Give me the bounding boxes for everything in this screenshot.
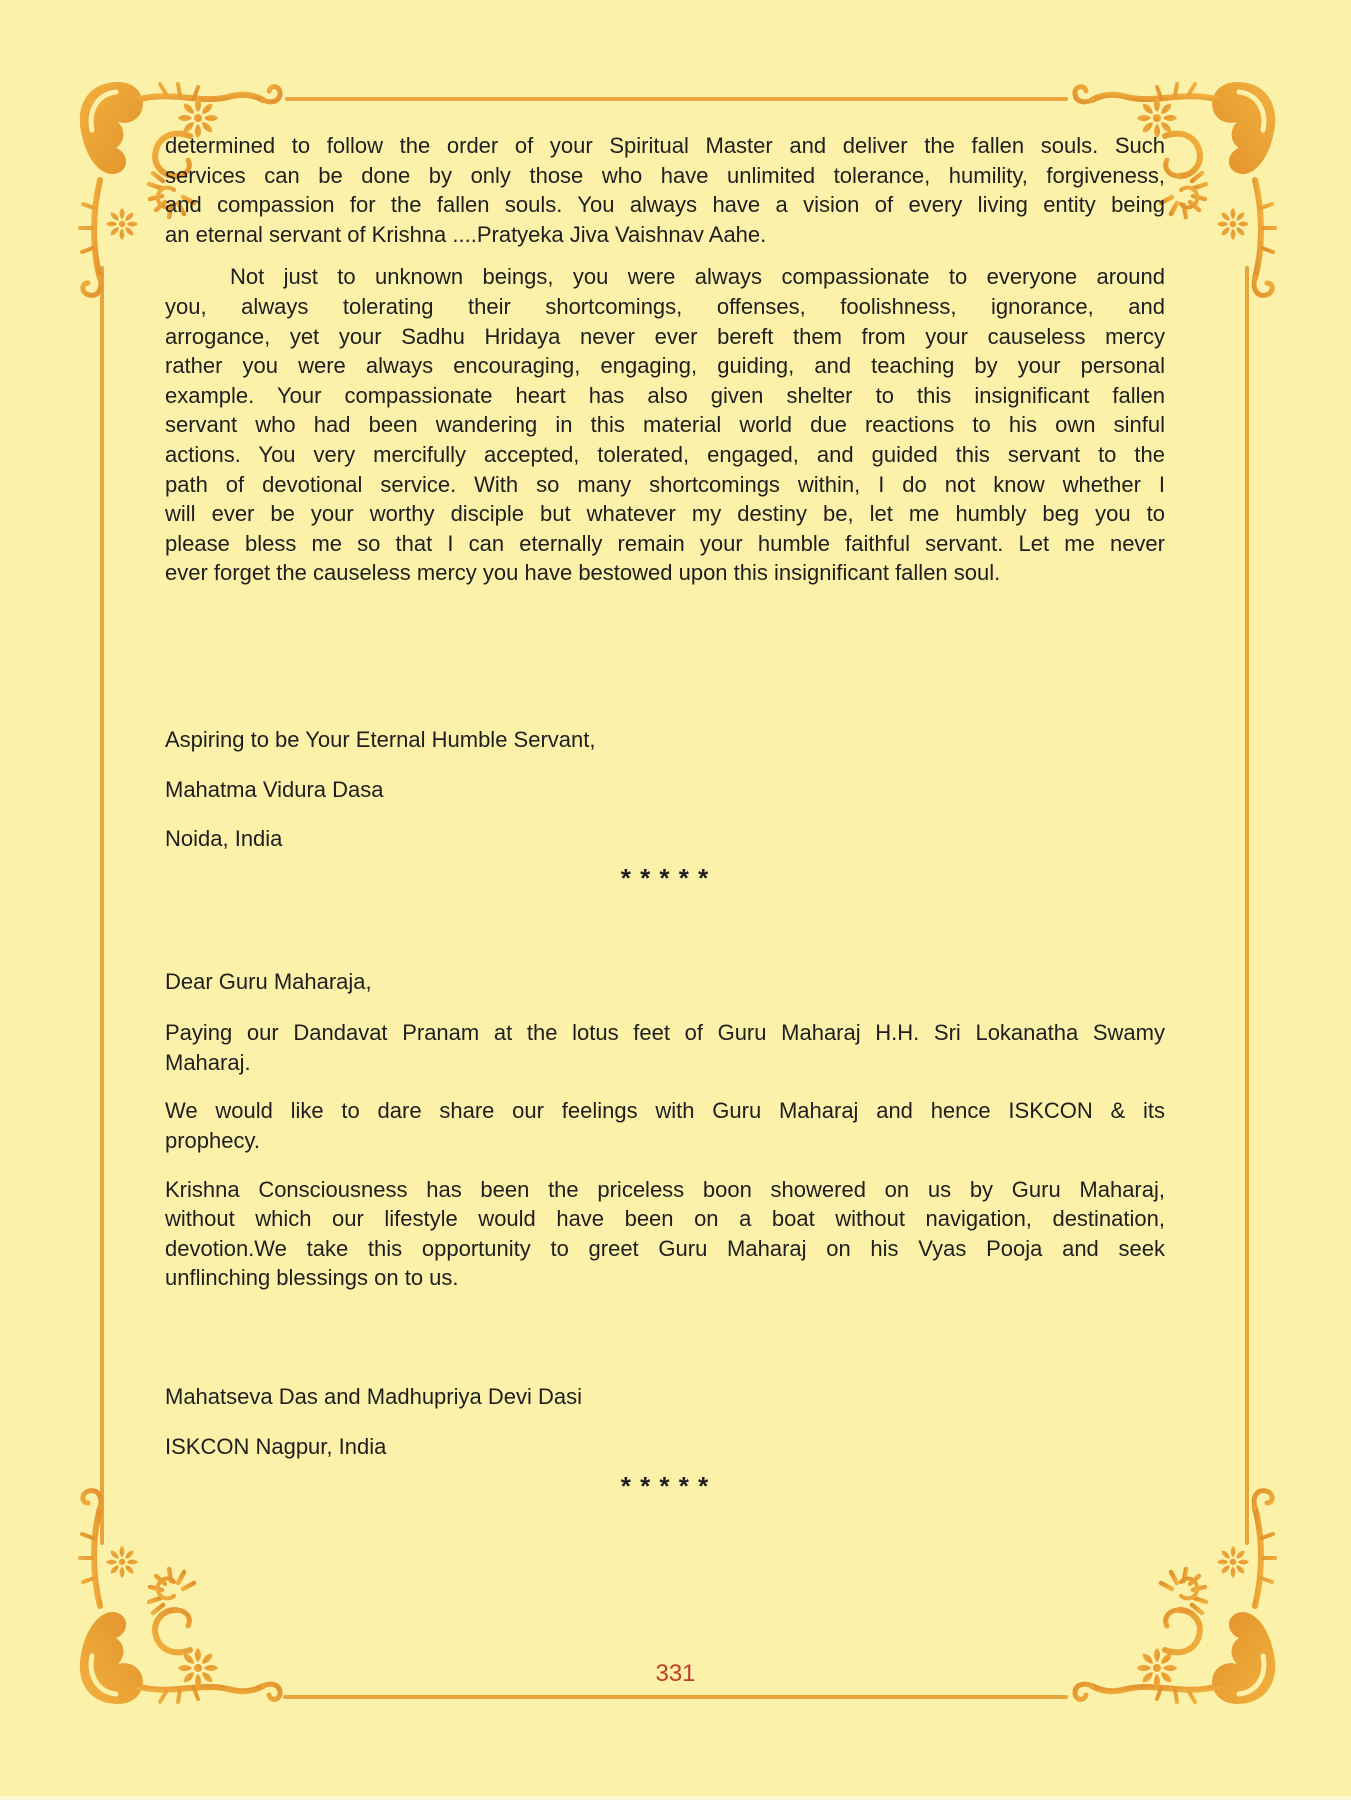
text-line: and compassion for the fallen souls. You always have a vision of every living entity being	[165, 192, 1165, 218]
text-line: rather you were always encouraging, engaging, guiding, and teaching by your personal	[165, 353, 1165, 379]
text-line: please bless me so that I can eternally remain your humble faithful servant. Let me never	[165, 530, 1165, 556]
letter1-paragraph-2	[165, 262, 1165, 588]
border-line-right	[1245, 266, 1249, 1545]
text-line: you, always tolerating their shortcomings, offenses, foolishness, ignorance, and	[165, 293, 1165, 319]
section-separator: * * * * *	[620, 1471, 710, 1502]
text-line: ever forget the causeless mercy you have bestowed upon this insignificant fallen soul.	[165, 560, 1001, 586]
section-separator: * * * * *	[620, 862, 710, 893]
letter2-paragraph-1	[165, 1018, 1165, 1077]
text-line: servant who had been wandering in this material world due reactions to his own sinful	[165, 412, 1165, 438]
letter1-closing: Aspiring to be Your Eternal Humble Servant,	[165, 726, 596, 752]
letter2-paragraph-2	[165, 1096, 1165, 1155]
text-line: Not just to unknown beings, you were always compassionate to everyone around	[230, 264, 1165, 290]
page-number: 331	[655, 1660, 696, 1687]
text-line: devotion.We take this opportunity to greet Guru Maharaj on his Vyas Pooja and seek	[165, 1235, 1165, 1261]
text-line: arrogance, yet your Sadhu Hridaya never ever bereft them from your causeless mercy	[165, 323, 1165, 349]
text-line: services can be done by only those who have unlimited tolerance, humility, forgiveness,	[165, 162, 1165, 188]
letter2-paragraph-3	[165, 1175, 1165, 1293]
text-line: prophecy.	[165, 1128, 260, 1154]
text-line: Krishna Consciousness has been the priceless boon showered on us by Guru Maharaj,	[165, 1176, 1165, 1202]
text-line: without which our lifestyle would have been on a boat without navigation, destination,	[165, 1206, 1165, 1232]
text-line: We would like to dare share our feelings with Guru Maharaj and hence ISKCON & its	[165, 1098, 1165, 1124]
text-line: path of devotional service. With so many shortcomings within, I do not know whether I	[165, 471, 1165, 497]
letter2-salutation: Dear Guru Maharaja,	[165, 968, 372, 994]
letter2-signature-name: Mahatseva Das and Madhupriya Devi Dasi	[165, 1384, 582, 1410]
text-line: will ever be your worthy disciple but whatever my destiny be, let me humbly beg you to	[165, 501, 1165, 527]
text-line: an eternal servant of Krishna ....Pratyeka Jiva Vaishnav Aahe.	[165, 221, 767, 247]
text-line: unflinching blessings on to us.	[165, 1265, 459, 1291]
border-line-top	[285, 97, 1068, 101]
text-line: determined to follow the order of your Spiritual Master and deliver the fallen souls. Such	[165, 133, 1165, 158]
border-line-bottom	[283, 1695, 1068, 1699]
letter1-signature-name: Mahatma Vidura Dasa	[165, 776, 384, 802]
letter1-paragraph-1	[165, 131, 1165, 249]
letter1-signature-location: Noida, India	[165, 826, 283, 852]
letter2-signature-location: ISKCON Nagpur, India	[165, 1433, 387, 1459]
text-line: actions. You very mercifully accepted, tolerated, engaged, and guided this servant to the	[165, 441, 1165, 467]
page-text-column	[165, 131, 1165, 1502]
text-line: Maharaj.	[165, 1049, 251, 1075]
border-line-left	[100, 266, 104, 1545]
text-line: Paying our Dandavat Pranam at the lotus feet of Guru Maharaj H.H. Sri Lokanatha Swamy	[165, 1020, 1165, 1046]
page-bottom-edge	[0, 1796, 1351, 1800]
text-line: example. Your compassionate heart has also given shelter to this insignificant fallen	[165, 382, 1165, 408]
